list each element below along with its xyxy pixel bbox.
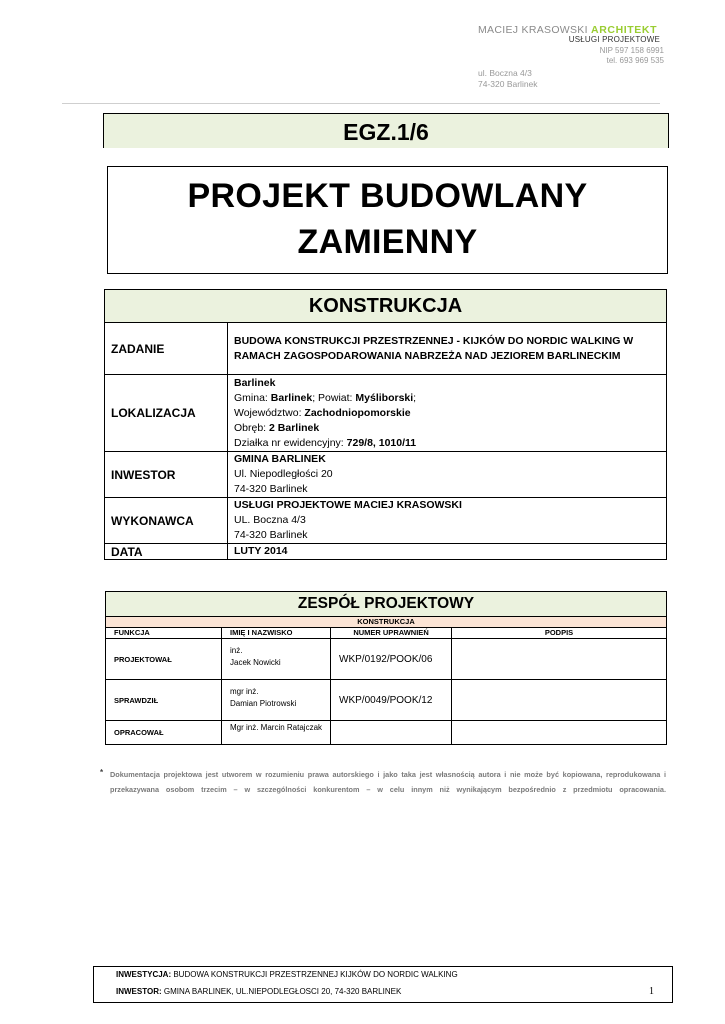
gmina-prefix: Gmina: [234,391,271,404]
wykonawca-label: WYKONAWCA [105,498,228,544]
document-title [107,166,668,274]
wykonawca-value [228,498,667,544]
inwestor-street: Ul. Niepodległości 20 [234,468,333,480]
row-lokalizacja [105,375,667,452]
powiat-prefix: ; Powiat: [312,391,356,404]
obreb-value: 2 Barlinek [269,421,320,434]
wykonawca-street: UL. Boczna 4/3 [234,514,306,526]
logo-address-street: ul. Boczna 4/3 [478,68,532,78]
copy-label: EGZ.1/6 [103,113,669,148]
title-line-1: PROJEKT BUDOWLANY [187,177,588,215]
logo-brand: ARCHITEKT [591,24,658,36]
team-row-function: SPRAWDZIŁ [106,680,222,721]
powiat-value: Myśliborski [355,391,414,404]
team-row-person [222,639,331,680]
powiat-suffix: ; [413,391,417,404]
row-zadanie [105,323,667,375]
row-wykonawca [105,498,667,544]
footer-inwestor-value: GMINA BARLINEK, UL.NIEPODLEGŁOSCI 20, 74-320 BARLINEK [161,987,402,996]
company-logo [478,24,668,90]
person-name: Damian Piotrowski [230,699,297,708]
logo-tel: tel. 693 969 535 [606,56,664,65]
lokalizacja-value [228,375,667,452]
zadanie-label: ZADANIE [105,323,228,375]
logo-nip: NIP 597 158 6991 [599,46,664,55]
team-row-function: OPRACOWAŁ [106,721,222,745]
col-numer-uprawnien: NUMER UPRAWNIEŃ [331,628,452,639]
logo-owner: MACIEJ KRASOWSKI [478,24,588,36]
footer-inwestycja-value: BUDOWA KONSTRUKCJI PRZESTRZENNEJ KIJKÓW DO NORDIC WALKING [171,970,458,979]
wykonawca-city: 74-320 Barlinek [234,529,308,541]
dzialka-prefix: Działka nr ewidencyjny: [234,436,347,449]
zadanie-value: BUDOWA KONSTRUKCJI PRZESTRZENNEJ - KIJKÓW DO NORDIC WALKING W RAMACH ZAGOSPODAROWANIA NABRZEŻA NAD JEZIOREM BARLINECKIM [228,323,667,375]
footnote-line-1: Dokumentacja projektowa jest utworem w rozumieniu prawa autorskiego i jako taka jest własnością autora i nie może być kopiowana, reprodukowana i [110,770,666,779]
project-info-table [104,289,667,560]
data-value: LUTY 2014 [228,544,667,560]
footnote-marker: * [100,768,104,777]
footer-inwestycja [116,970,458,979]
team-row-signature [452,639,667,680]
footer-inwestor [116,987,401,996]
page-number: 1 [649,986,654,997]
footer-inwestor-label: INWESTOR: [116,987,162,996]
obreb-prefix: Obręb: [234,421,270,434]
team-row-function: PROJEKTOWAŁ [106,639,222,680]
dzialka-value: 729/8, 1010/11 [346,436,417,449]
team-section: KONSTRUKCJA [106,617,667,628]
lokalizacja-label: LOKALIZACJA [105,375,228,452]
woj-value: Zachodniopomorskie [304,406,411,419]
copyright-footnote [100,768,666,797]
inwestor-name: GMINA BARLINEK [234,453,326,465]
woj-prefix: Województwo: [234,406,305,419]
logo-subtitle: USŁUGI PROJEKTOWE [568,35,660,44]
team-row-license: WKP/0192/POOK/06 [331,639,452,680]
team-row [106,721,667,745]
inwestor-value [228,452,667,498]
col-podpis: PODPIS [452,628,667,639]
gmina-value: Barlinek [270,391,313,404]
team-row [106,639,667,680]
inwestor-city: 74-320 Barlinek [234,483,308,495]
person-name: Mgr inż. Marcin Ratajczak [230,723,323,732]
team-row-license: WKP/0049/POOK/12 [331,680,452,721]
wykonawca-name: USŁUGI PROJEKTOWE MACIEJ KRASOWSKI [234,499,462,511]
person-name: Jacek Nowicki [230,658,281,667]
inwestor-label: INWESTOR [105,452,228,498]
title-line-2: ZAMIENNY [297,223,478,261]
team-row-signature [452,721,667,745]
team-row-person [222,721,331,745]
design-team-table [105,591,667,745]
row-inwestor [105,452,667,498]
person-title: mgr inż. [230,687,259,696]
team-row-signature [452,680,667,721]
data-label: DATA [105,544,228,560]
header-divider [62,103,660,104]
page-footer [93,966,673,1003]
team-heading: ZESPÓŁ PROJEKTOWY [106,592,667,617]
logo-address-city: 74-320 Barlinek [478,79,538,89]
project-section-heading: KONSTRUKCJA [105,290,667,323]
col-funkcja: FUNKCJA [106,628,222,639]
col-imie-nazwisko: IMIĘ I NAZWISKO [222,628,331,639]
person-title: inż. [230,646,243,655]
lokalizacja-place: Barlinek [234,376,276,389]
team-row [106,680,667,721]
team-row-person [222,680,331,721]
row-data [105,544,667,560]
footnote-line-2: przekazywana osobom trzecim – w szczególności konkurentom – w celu innym niż wynikającym bezpośrednio z przedmiotu opracowania. [110,784,666,794]
team-row-license [331,721,452,745]
footer-inwestycja-label: INWESTYCJA: [116,970,172,979]
